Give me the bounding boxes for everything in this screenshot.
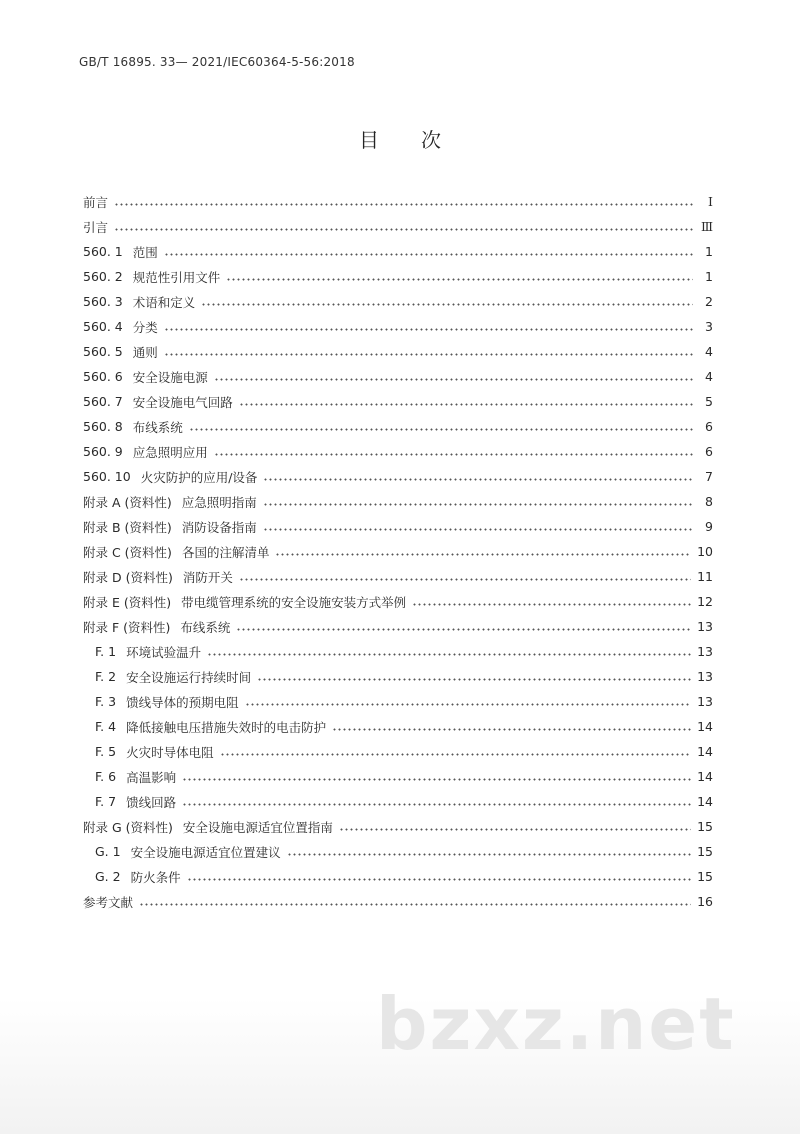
table-of-contents xyxy=(83,189,713,914)
toc-entry-page: 1 xyxy=(705,244,713,259)
toc-entry[interactable] xyxy=(83,639,713,664)
toc-entry-number: F. 3 xyxy=(95,694,117,709)
toc-entry[interactable] xyxy=(83,214,713,239)
toc-entry-page: 13 xyxy=(697,694,713,709)
toc-entry-number: 560. 1 xyxy=(83,244,123,259)
toc-entry-number: F. 5 xyxy=(95,744,117,759)
toc-entry[interactable] xyxy=(83,889,713,914)
toc-dot-leader xyxy=(339,828,691,831)
toc-entry-title: 安全设施电源 xyxy=(132,369,208,385)
toc-entry-title: 应急照明应用 xyxy=(132,444,208,460)
toc-entry-page: 1 xyxy=(705,269,713,284)
toc-dot-leader xyxy=(226,278,693,281)
toc-dot-leader xyxy=(412,603,691,606)
toc-entry-page: Ⅲ xyxy=(700,219,713,234)
toc-dot-leader xyxy=(164,353,693,356)
toc-entry-title: 参考文献 xyxy=(83,894,134,910)
toc-title-char: 次 xyxy=(421,128,441,152)
toc-entry-title: 火灾防护的应用/设备 xyxy=(140,469,258,485)
toc-dot-leader xyxy=(201,303,693,306)
toc-entry-page: 14 xyxy=(697,719,713,734)
toc-entry-page: 2 xyxy=(705,294,713,309)
toc-entry-number: G. 2 xyxy=(95,869,121,884)
toc-entry-page: 16 xyxy=(697,894,713,909)
toc-entry-number: 附录 F (资料性) xyxy=(83,619,171,635)
toc-entry[interactable] xyxy=(83,814,713,839)
toc-entry-page: 10 xyxy=(697,544,713,559)
toc-entry-title: 安全设施运行持续时间 xyxy=(126,669,252,685)
toc-entry-number: 附录 D (资料性) xyxy=(83,569,173,585)
toc-entry-number: F. 1 xyxy=(95,644,117,659)
toc-entry[interactable] xyxy=(83,614,713,639)
toc-entry-page: 12 xyxy=(697,594,713,609)
toc-dot-leader xyxy=(189,428,693,431)
toc-entry-title: 消防开关 xyxy=(182,569,233,585)
toc-entry-page: 4 xyxy=(705,344,713,359)
toc-title-char: 目 xyxy=(359,128,379,152)
toc-title xyxy=(0,124,800,153)
toc-entry-number: 560. 10 xyxy=(83,469,131,484)
toc-dot-leader xyxy=(263,528,693,531)
toc-entry-page: 9 xyxy=(705,519,713,534)
toc-dot-leader xyxy=(182,803,691,806)
toc-dot-leader xyxy=(245,703,691,706)
toc-entry-number: F. 2 xyxy=(95,669,117,684)
toc-entry-number: 560. 5 xyxy=(83,344,123,359)
toc-entry-page: 5 xyxy=(705,394,713,409)
toc-entry[interactable] xyxy=(83,514,713,539)
toc-entry-title: 环境试验温升 xyxy=(126,644,202,660)
toc-entry-title: 馈线导体的预期电阻 xyxy=(126,694,239,710)
toc-entry-title: 规范性引用文件 xyxy=(132,269,221,285)
toc-entry-title: 馈线回路 xyxy=(126,794,177,810)
toc-entry-number: 附录 A (资料性) xyxy=(83,494,172,510)
toc-entry-page: 3 xyxy=(705,319,713,334)
toc-entry-number: 560. 7 xyxy=(83,394,123,409)
standard-code-header: GB/T 16895. 33— 2021/IEC60364-5-56:2018 xyxy=(79,55,355,69)
toc-entry-number: F. 4 xyxy=(95,719,117,734)
toc-entry-title: 防火条件 xyxy=(130,869,181,885)
toc-dot-leader xyxy=(164,253,693,256)
toc-dot-leader xyxy=(332,728,691,731)
toc-entry-title: 布线系统 xyxy=(180,619,231,635)
toc-entry-number: 560. 3 xyxy=(83,294,123,309)
toc-dot-leader xyxy=(114,228,693,231)
toc-entry-title: 带电缆管理系统的安全设施安装方式举例 xyxy=(181,594,407,610)
toc-entry[interactable] xyxy=(83,839,713,864)
toc-entry[interactable] xyxy=(83,564,713,589)
toc-entry-title: 引言 xyxy=(83,219,109,235)
toc-entry[interactable] xyxy=(83,664,713,689)
toc-entry-number: F. 7 xyxy=(95,794,117,809)
toc-dot-leader xyxy=(139,903,691,906)
toc-entry[interactable] xyxy=(83,589,713,614)
toc-entry-number: 560. 8 xyxy=(83,419,123,434)
toc-entry-title: 范围 xyxy=(132,244,158,260)
toc-entry-page: 4 xyxy=(705,369,713,384)
toc-entry-page: 15 xyxy=(697,869,713,884)
toc-entry[interactable] xyxy=(83,414,713,439)
toc-entry-title: 消防设备指南 xyxy=(181,519,257,535)
toc-entry[interactable] xyxy=(83,539,713,564)
toc-entry-number: 560. 2 xyxy=(83,269,123,284)
toc-entry[interactable] xyxy=(83,864,713,889)
toc-entry-number: 560. 4 xyxy=(83,319,123,334)
toc-entry-number: 附录 G (资料性) xyxy=(83,819,173,835)
toc-entry[interactable] xyxy=(83,714,713,739)
toc-entry-title: 通则 xyxy=(132,344,158,360)
toc-dot-leader xyxy=(275,553,691,556)
toc-entry-page: 7 xyxy=(705,469,713,484)
toc-entry[interactable] xyxy=(83,239,713,264)
toc-entry-title: 布线系统 xyxy=(132,419,183,435)
toc-entry-title: 各国的注解清单 xyxy=(181,544,270,560)
toc-entry[interactable] xyxy=(83,339,713,364)
toc-entry-page: 11 xyxy=(697,569,713,584)
toc-entry-page: 6 xyxy=(705,419,713,434)
toc-dot-leader xyxy=(239,578,691,581)
toc-entry-title: 安全设施电源适宜位置建议 xyxy=(130,844,281,860)
toc-entry-number: 附录 E (资料性) xyxy=(83,594,172,610)
toc-entry-number: 560. 6 xyxy=(83,369,123,384)
toc-entry-number: 附录 B (资料性) xyxy=(83,519,172,535)
toc-dot-leader xyxy=(239,403,693,406)
toc-entry-number: G. 1 xyxy=(95,844,121,859)
toc-entry-page: 14 xyxy=(697,769,713,784)
toc-entry[interactable] xyxy=(83,289,713,314)
toc-entry-number: 附录 C (资料性) xyxy=(83,544,172,560)
toc-dot-leader xyxy=(214,453,693,456)
toc-dot-leader xyxy=(263,478,693,481)
toc-entry[interactable] xyxy=(83,489,713,514)
toc-entry-page: 14 xyxy=(697,744,713,759)
toc-dot-leader xyxy=(263,503,693,506)
toc-dot-leader xyxy=(257,678,691,681)
toc-dot-leader xyxy=(182,778,691,781)
toc-entry-title: 火灾时导体电阻 xyxy=(126,744,214,760)
toc-entry[interactable] xyxy=(83,764,713,789)
toc-entry[interactable] xyxy=(83,389,713,414)
toc-entry-page: 15 xyxy=(697,819,713,834)
toc-entry-title: 降低接触电压措施失效时的电击防护 xyxy=(126,719,327,735)
toc-entry-title: 前言 xyxy=(83,194,109,210)
toc-entry-page: 15 xyxy=(697,844,713,859)
toc-dot-leader xyxy=(164,328,693,331)
toc-dot-leader xyxy=(214,378,693,381)
toc-entry-page: 13 xyxy=(697,619,713,634)
toc-entry[interactable] xyxy=(83,464,713,489)
toc-entry-page: I xyxy=(708,194,713,209)
toc-entry-page: 13 xyxy=(697,644,713,659)
toc-dot-leader xyxy=(220,753,691,756)
toc-entry-page: 6 xyxy=(705,444,713,459)
toc-entry-title: 分类 xyxy=(132,319,158,335)
toc-dot-leader xyxy=(114,203,693,206)
toc-entry[interactable] xyxy=(83,189,713,214)
toc-entry-title: 安全设施电源适宜位置指南 xyxy=(182,819,333,835)
toc-entry[interactable] xyxy=(83,364,713,389)
watermark-text: bzxz.net xyxy=(376,982,736,1066)
toc-entry[interactable] xyxy=(83,789,713,814)
toc-entry[interactable] xyxy=(83,439,713,464)
toc-entry[interactable] xyxy=(83,689,713,714)
toc-entry-title: 高温影响 xyxy=(126,769,177,785)
toc-entry-number: 560. 9 xyxy=(83,444,123,459)
toc-dot-leader xyxy=(187,878,691,881)
toc-entry-page: 13 xyxy=(697,669,713,684)
toc-dot-leader xyxy=(236,628,691,631)
toc-entry-number: F. 6 xyxy=(95,769,117,784)
toc-entry[interactable] xyxy=(83,739,713,764)
toc-dot-leader xyxy=(287,853,691,856)
toc-dot-leader xyxy=(207,653,691,656)
toc-entry-title: 术语和定义 xyxy=(132,294,196,310)
toc-entry[interactable] xyxy=(83,264,713,289)
toc-entry[interactable] xyxy=(83,314,713,339)
toc-entry-page: 8 xyxy=(705,494,713,509)
toc-entry-page: 14 xyxy=(697,794,713,809)
toc-entry-title: 应急照明指南 xyxy=(181,494,257,510)
toc-entry-title: 安全设施电气回路 xyxy=(132,394,233,410)
